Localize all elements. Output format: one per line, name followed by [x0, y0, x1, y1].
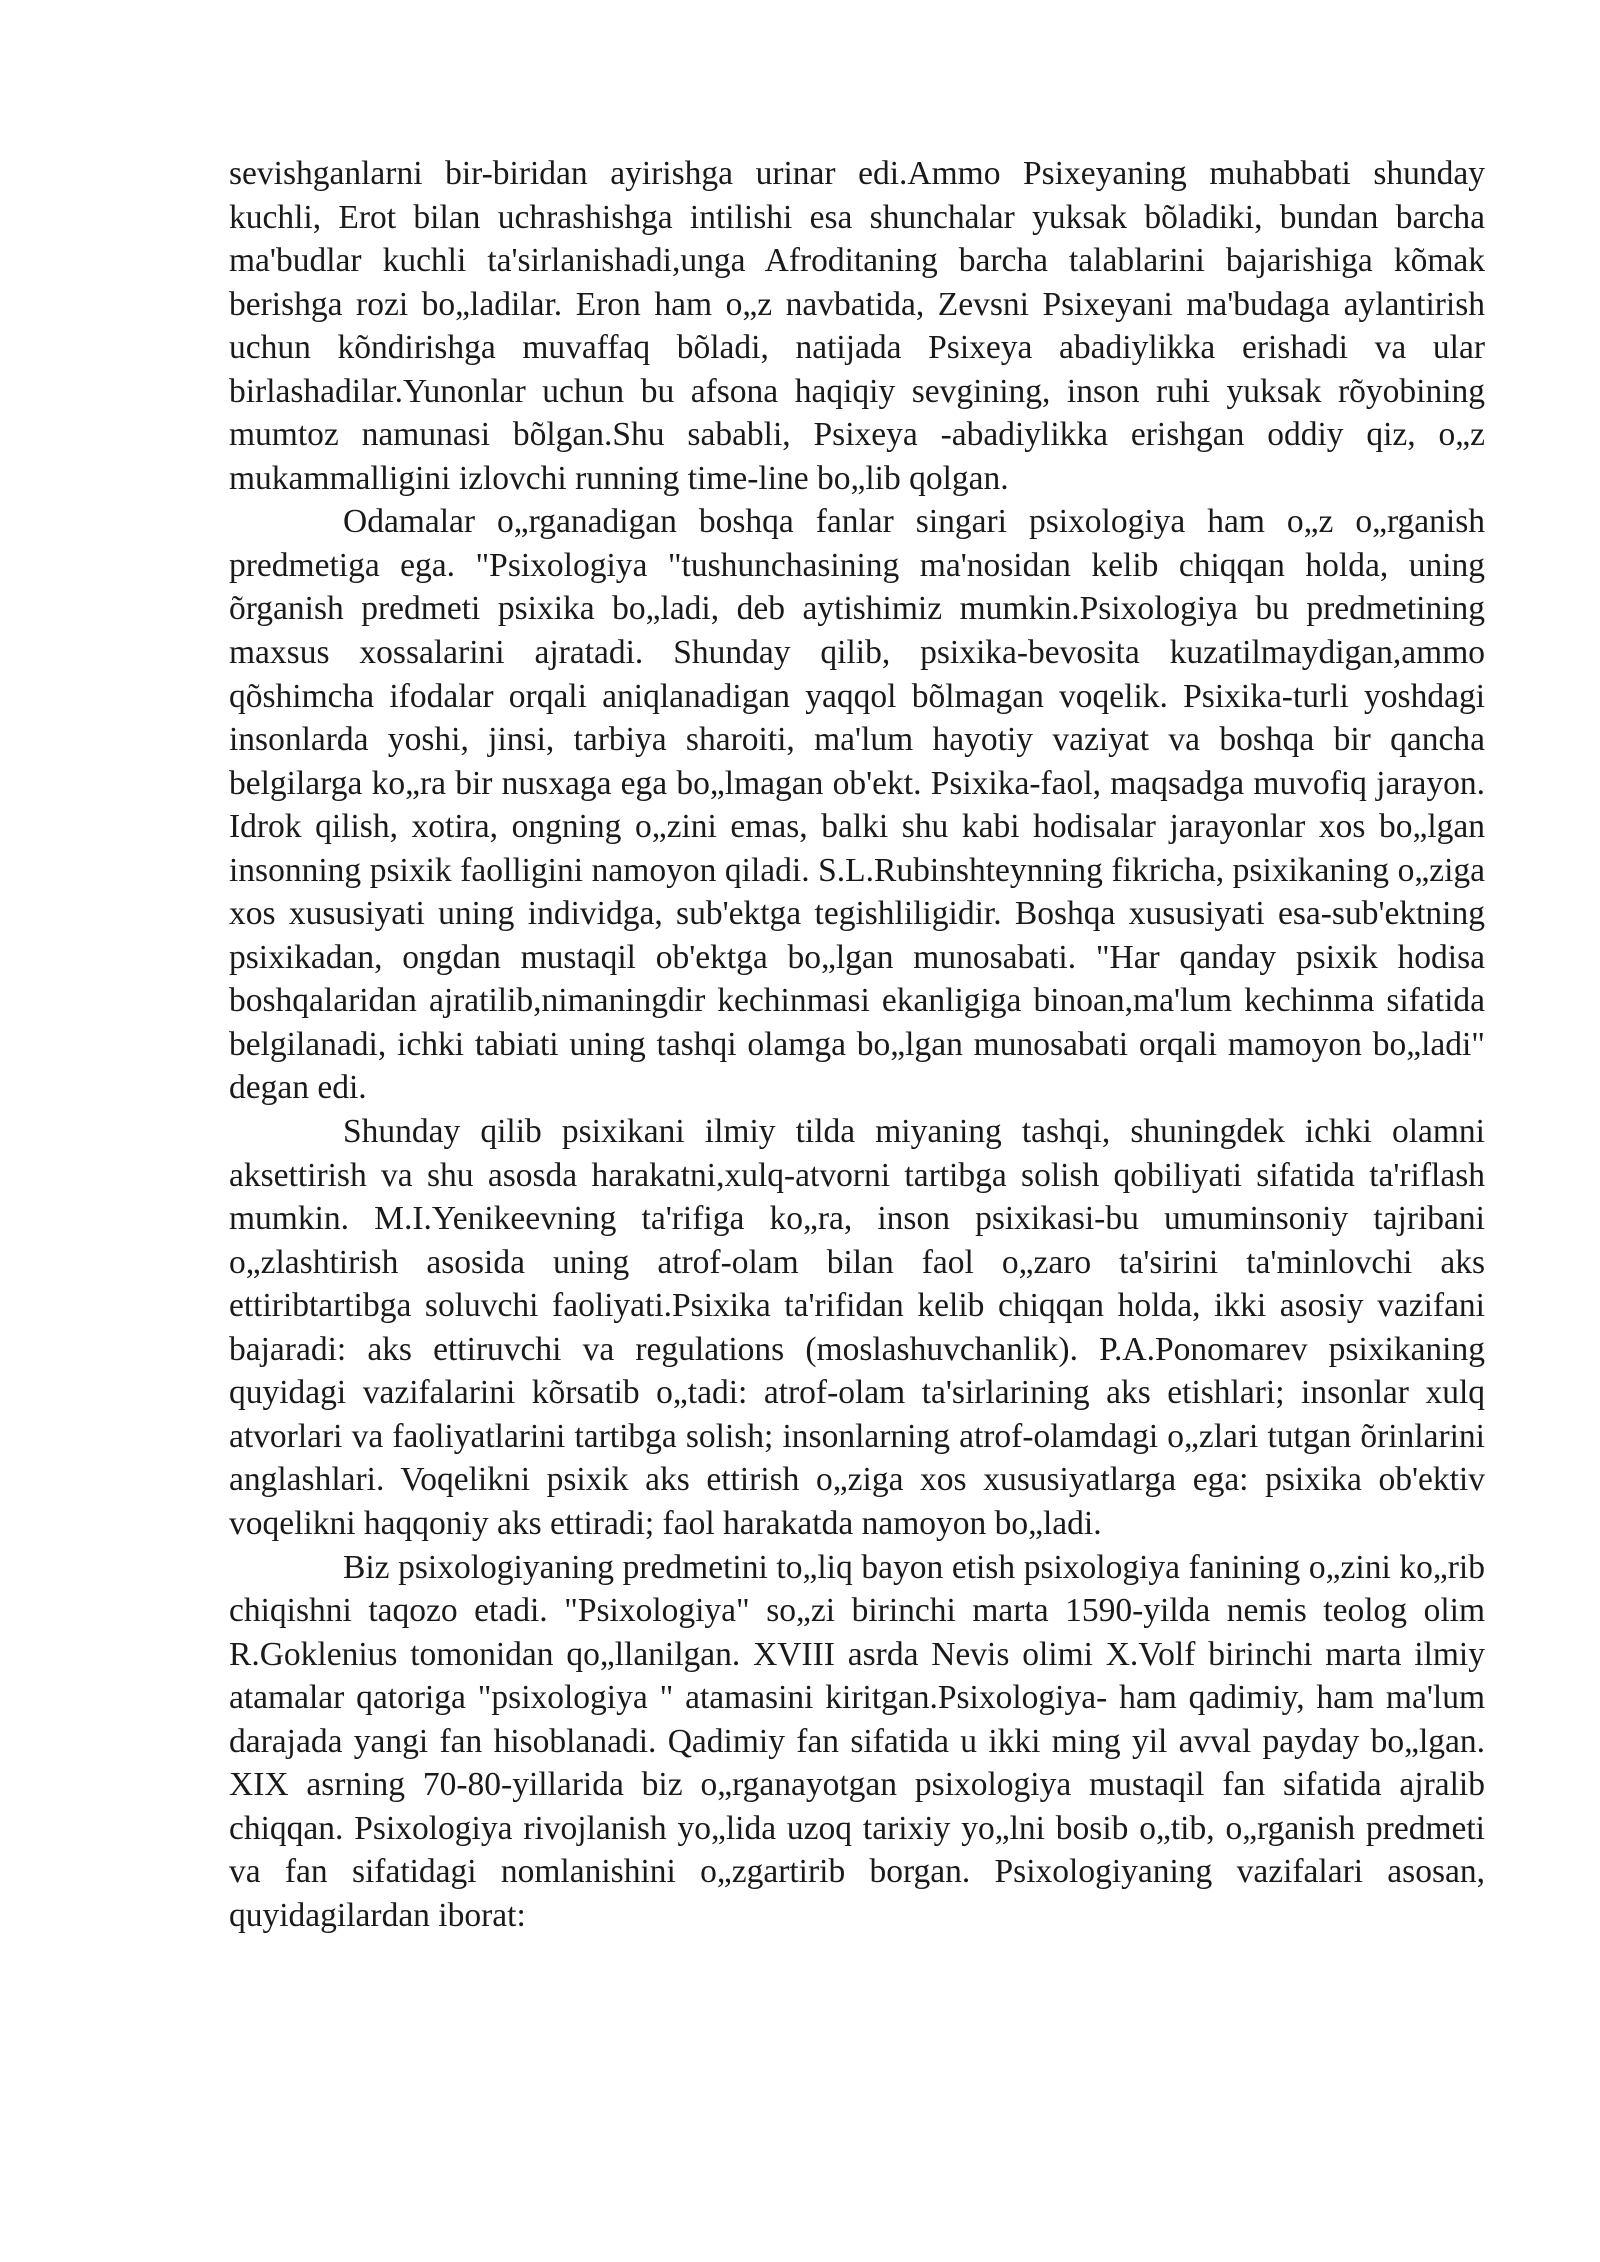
paragraph-psychology-history: Biz psixologiyaning predmetini to„liq bayon etish psixologiya fanining o„zini ko„rib chiqishni taqozo etadi. "Psixologiya" so„zi birinchi marta 1590-yilda nemis teolog olim R.Goklenius tomonidan qo„llanilgan. XVIII asrda Nevis olimi X.Volf birinchi marta ilmiy atamalar qatoriga "psixologiya " atamasini kiritgan.Psixologiya- ham qadimiy, ham ma'lum darajada yangi fan hisoblanadi. Qadimiy fan sifatida u ikki ming yil avval payday bo„lgan. XIX asrning 70-80-yillarida biz o„rganayotgan psixologiya mustaqil fan sifatida ajralib chiqqan. Psixologiya rivojlanish yo„lida uzoq tarixiy yo„lni bosib o„tib, o„rganish predmeti va fan sifatidagi nomlanishini o„zgartirib borgan. Psixologiyaning vazifalari asosan, quyidagilardan iborat:	[229, 1548, 1485, 1934]
paragraph-psixeya-myth: sevishganlarni bir-biridan ayirishga urinar edi.Ammo Psixeyaning muhabbati shunday kuchli, Erot bilan uchrashishga intilishi esa shunchalar yuksak bõladiki, bundan barcha ma'budlar kuchli ta'sirlanishadi,unga Afroditaning barcha talablarini bajarishiga kõmak berishga rozi bo„ladilar. Eron ham o„z navbatida, Zevsni Psixeyani ma'budaga aylantirish uchun kõndirishga muvaffaq bõladi, natijada Psixeya abadiylikka erishadi va ular birlashadilar.Yunonlar uchun bu afsona haqiqiy sevgining, inson ruhi yuksak rõyobining mumtoz namunasi bõlgan.Shu sababli, Psixeya -abadiylikka erishgan oddiy qiz, o„z mukammalligini izlovchi running time-line bo„lib qolgan.	[229, 155, 1485, 497]
body-text	[229, 152, 1485, 1937]
paragraph-psychology-subject: Odamalar o„rganadigan boshqa fanlar singari psixologiya ham o„z o„rganish predmetiga ega. "Psixologiya "tushunchasining ma'nosidan kelib chiqqan holda, uning õrganish predmeti psixika bo„ladi, deb aytishimiz mumkin.Psixologiya bu predmetining maxsus xossalarini ajratadi. Shunday qilib, psixika-bevosita kuzatilmaydigan,ammo qõshimcha ifodalar orqali aniqlanadigan yaqqol bõlmagan voqelik. Psixika-turli yoshdagi insonlarda yoshi, jinsi, tarbiya sharoiti, ma'lum hayotiy vaziyat va boshqa bir qancha belgilarga ko„ra bir nusxaga ega bo„lmagan ob'ekt. Psixika-faol, maqsadga muvofiq jarayon. Idrok qilish, xotira, ongning o„zini emas, balki shu kabi hodisalar jarayonlar xos bo„lgan insonning psixik faolligini namoyon qiladi. S.L.Rubinshteynning fikricha, psixikaning o„ziga xos xususiyati uning individga, sub'ektga tegishliligidir. Boshqa xususiyati esa-sub'ektning psixikadan, ongdan mustaqil ob'ektga bo„lgan munosabati. "Har qanday psixik hodisa boshqalaridan ajratilib,nimaningdir kechinmasi ekanligiga binoan,ma'lum kechinma sifatida belgilanadi, ichki tabiati uning tashqi olamga bo„lgan munosabati orqali mamoyon bo„ladi" degan edi.	[229, 503, 1485, 1107]
paragraph-psyche-definition: Shunday qilib psixikani ilmiy tilda miyaning tashqi, shuningdek ichki olamni aksettirish va shu asosda harakatni,xulq-atvorni tartibga solish qobiliyati sifatida ta'riflash mumkin. M.I.Yenikeevning ta'rifiga ko„ra, inson psixikasi-bu umuminsoniy tajribani o„zlashtirish asosida uning atrof-olam bilan faol o„zaro ta'sirini ta'minlovchi aks ettiribtartibga soluvchi faoliyati.Psixika ta'rifidan kelib chiqqan holda, ikki asosiy vazifani bajaradi: aks ettiruvchi va regulations (moslashuvchanlik). P.A.Ponomarev psixikaning quyidagi vazifalarini kõrsatib o„tadi: atrof-olam ta'sirlarining aks etishlari; insonlar xulq atvorlari va faoliyatlarini tartibga solish; insonlarning atrof-olamdagi o„zlari tutgan õrinlarini anglashlari. Voqelikni psixik aks ettirish o„ziga xos xususiyatlarga ega: psixika ob'ektiv voqelikni haqqoniy aks ettiradi; faol harakatda namoyon bo„ladi.	[229, 1113, 1485, 1542]
